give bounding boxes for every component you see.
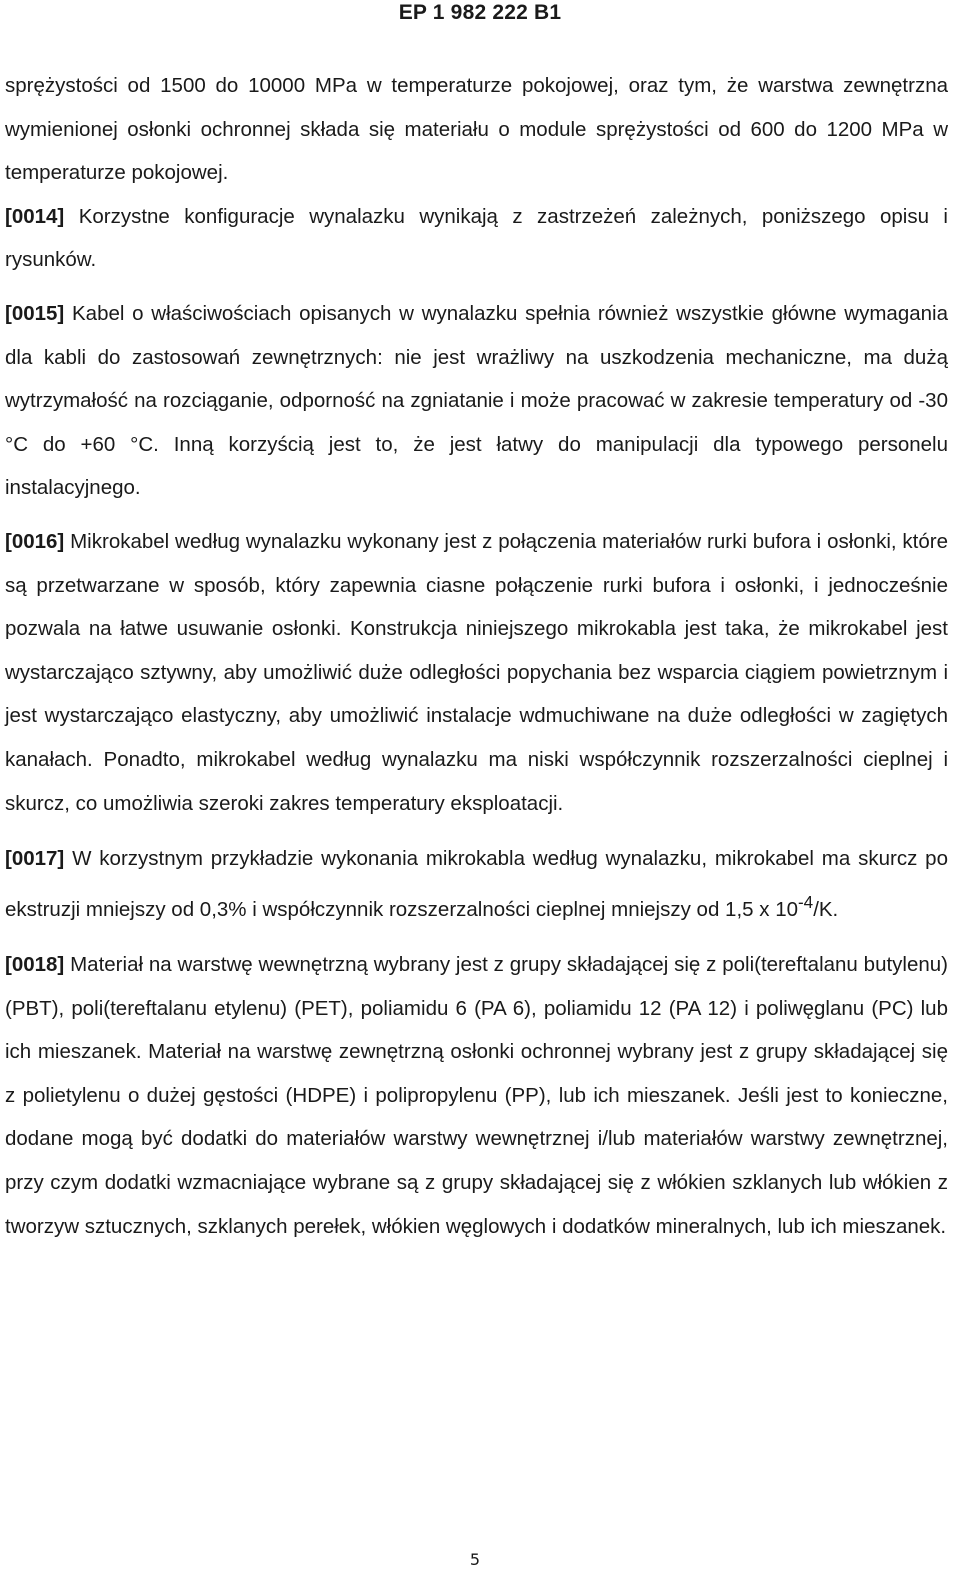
- paragraph-0015: [5, 292, 948, 510]
- document-body: [5, 64, 948, 1248]
- paragraph-continuation: [5, 64, 948, 195]
- paragraph-text: Materiał na warstwę wewnętrzną wybrany jest z grupy składającej się z poli(tereftalanu butylenu) (PBT), poli(tereftalanu etylenu) (PET), poliamidu 6 (PA 6), poliamidu 12 (PA 12) i poliwęglanu (PC) lub ich mieszanek. Materiał na warstwę zewnętrzną osłonki ochronnej wybrany jest z grupy składającej się z polietylenu o dużej gęstości (HDPE) i polipropylenu (PP), lub ich mieszanek. Jeśli jest to konieczne, dodane mogą być dodatki do materiałów warstwy wewnętrznej i/lub materiałów warstwy zewnętrznej, przy czym dodatki wzmacniające wybrane są z grupy składającej się z włókien szklanych lub włókien z tworzyw sztucznych, szklanych perełek, włókien węglowych i dodatków mineralnych, lub ich mieszanek.: [5, 953, 948, 1238]
- patent-number-header: EP 1 982 222 B1: [398, 1, 562, 24]
- paragraph-0014: [5, 195, 948, 282]
- exponent-superscript: -4: [798, 892, 814, 912]
- paragraph-0016: [5, 520, 948, 825]
- paragraph-text: Kabel o właściwościach opisanych w wynalazku spełnia również wszystkie główne wymagania dla kabli do zastosowań zewnętrznych: nie jest wrażliwy na uszkodzenia mechaniczne, ma dużą wytrzymałość na rozciąganie, odporność na zgniatanie i może pracować w zakresie temperatury od -30 °C do +60 °C. Inną korzyścią jest to, że jest łatwy do manipulacji dla typowego personelu instalacyjnego.: [5, 301, 948, 500]
- paragraph-number: [0015]: [5, 301, 65, 325]
- paragraph-number: [0014]: [5, 204, 65, 228]
- paragraph-text-tail: /K.: [813, 897, 839, 921]
- paragraph-number: [0016]: [5, 529, 65, 553]
- paragraph-text: Korzystne konfiguracje wynalazku wynikają z zastrzeżeń zależnych, poniższego opisu i rysunków.: [5, 204, 948, 272]
- paragraph-text: W korzystnym przykładzie wykonania mikrokabla według wynalazku, mikrokabel ma skurcz po ekstruzji mniejszy od 0,3% i współczynnik rozszerzalności cieplnej mniejszy od 1,5 x 10: [5, 847, 948, 921]
- page-number: 5: [469, 1550, 481, 1569]
- paragraph-text: sprężystości od 1500 do 10000 MPa w temperaturze pokojowej, oraz tym, że warstwa zewnętrzna wymienionej osłonki ochronnej składa się materiału o module sprężystości od 600 do 1200 MPa w temperaturze pokojowej.: [5, 74, 948, 185]
- paragraph-0017: [5, 837, 948, 931]
- paragraph-text: Mikrokabel według wynalazku wykonany jest z połączenia materiałów rurki bufora i osłonki, które są przetwarzane w sposób, który zapewnia ciasne połączenie rurki bufora i osłonki, i jednocześnie pozwala na łatwe usuwanie osłonki. Konstrukcja niniejszego mikrokabla jest taka, że mikrokabel jest wystarczająco sztywny, aby umożliwić duże odległości popychania bez wsparcia ciągiem powietrznym i jest wystarczająco elastyczny, aby umożliwić instalacje wdmuchiwane na duże odległości w zagiętych kanałach. Ponadto, mikrokabel według wynalazku ma niski współczynnik rozszerzalności cieplnej i skurcz, co umożliwia szeroki zakres temperatury eksploatacji.: [5, 529, 948, 815]
- paragraph-number: [0018]: [5, 953, 65, 977]
- paragraph-number: [0017]: [5, 847, 65, 871]
- paragraph-0018: [5, 943, 948, 1248]
